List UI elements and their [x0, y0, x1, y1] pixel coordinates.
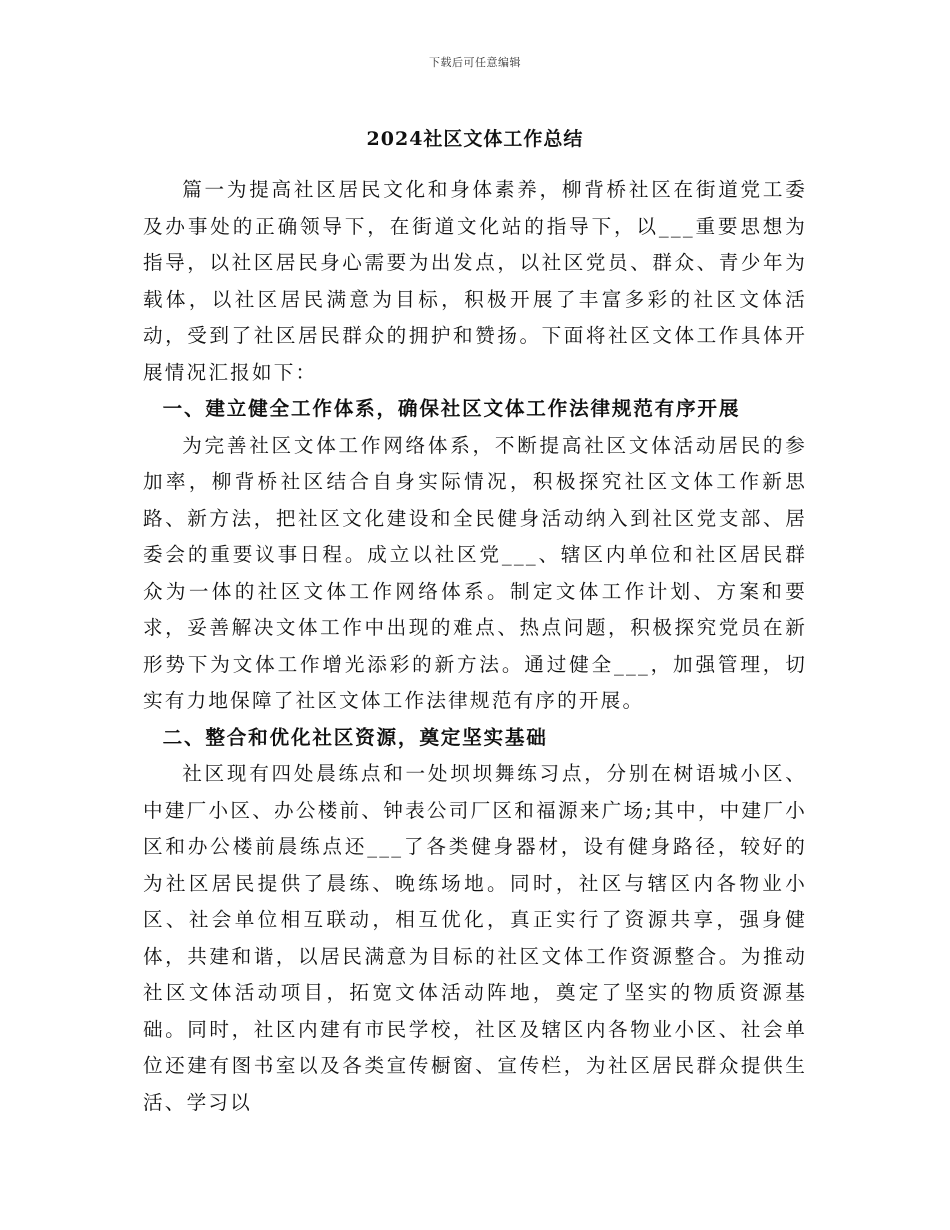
section-2-heading: 二、整合和优化社区资源，奠定坚实基础 — [162, 725, 548, 749]
intro-paragraph: 篇一为提高社区居民文化和身体素养，柳背桥社区在街道党工委及办事处的正确领导下，在街道文化站的指导下，以___重要思想为指导，以社区居民身心需要为出发点，以社区党员、群众、青少年为载体，以社区居民满意为目标，积极开展了丰富多彩的社区文体活动，受到了社区居民群众的拥护和赞扬。下面将社区文体工作具体开展情况汇报如下： — [143, 178, 807, 384]
document-body — [143, 172, 807, 1121]
document-title: 2024社区文体工作总结 — [366, 128, 584, 150]
section-1-heading: 一、建立健全工作体系，确保社区文体工作法律规范有序开展 — [162, 397, 741, 420]
section-2-paragraph: 社区现有四处晨练点和一处坝坝舞练习点，分别在树语城小区、中建厂小区、办公楼前、钟表公司厂区和福源来广场;其中，中建厂小区和办公楼前晨练点还___了各类健身器材，设有健身路径，较好的为社区居民提供了晨练、晚练场地。同时，社区与辖区内各物业小区、社会单位相互联动，相互优化，真正实行了资源共享，强身健体，共建和谐，以居民满意为目标的社区文体工作资源整合。为推动社区文体活动项目，拓宽文体活动阵地，奠定了坚实的物质资源基础。同时，社区内建有市民学校，社区及辖区内各物业小区、社会单位还建有图书室以及各类宣传橱窗、宣传栏，为社区居民群众提供生活、学习以 — [143, 762, 807, 1114]
page-header-note: 下载后可任意编辑 — [429, 56, 521, 69]
section-1-paragraph: 为完善社区文体工作网络体系，不断提高社区文体活动居民的参加率，柳背桥社区结合自身实际情况，积极探究社区文体工作新思路、新方法，把社区文化建设和全民健身活动纳入到社区党支部、居委会的重要议事日程。成立以社区党___、辖区内单位和社区居民群众为一体的社区文体工作网络体系。制定文体工作计划、方案和要求，妥善解决文体工作中出现的难点、热点问题，积极探究党员在新形势下为文体工作增光添彩的新方法。通过健全___，加强管理，切实有力地保障了社区文体工作法律规范有序的开展。 — [143, 433, 807, 712]
